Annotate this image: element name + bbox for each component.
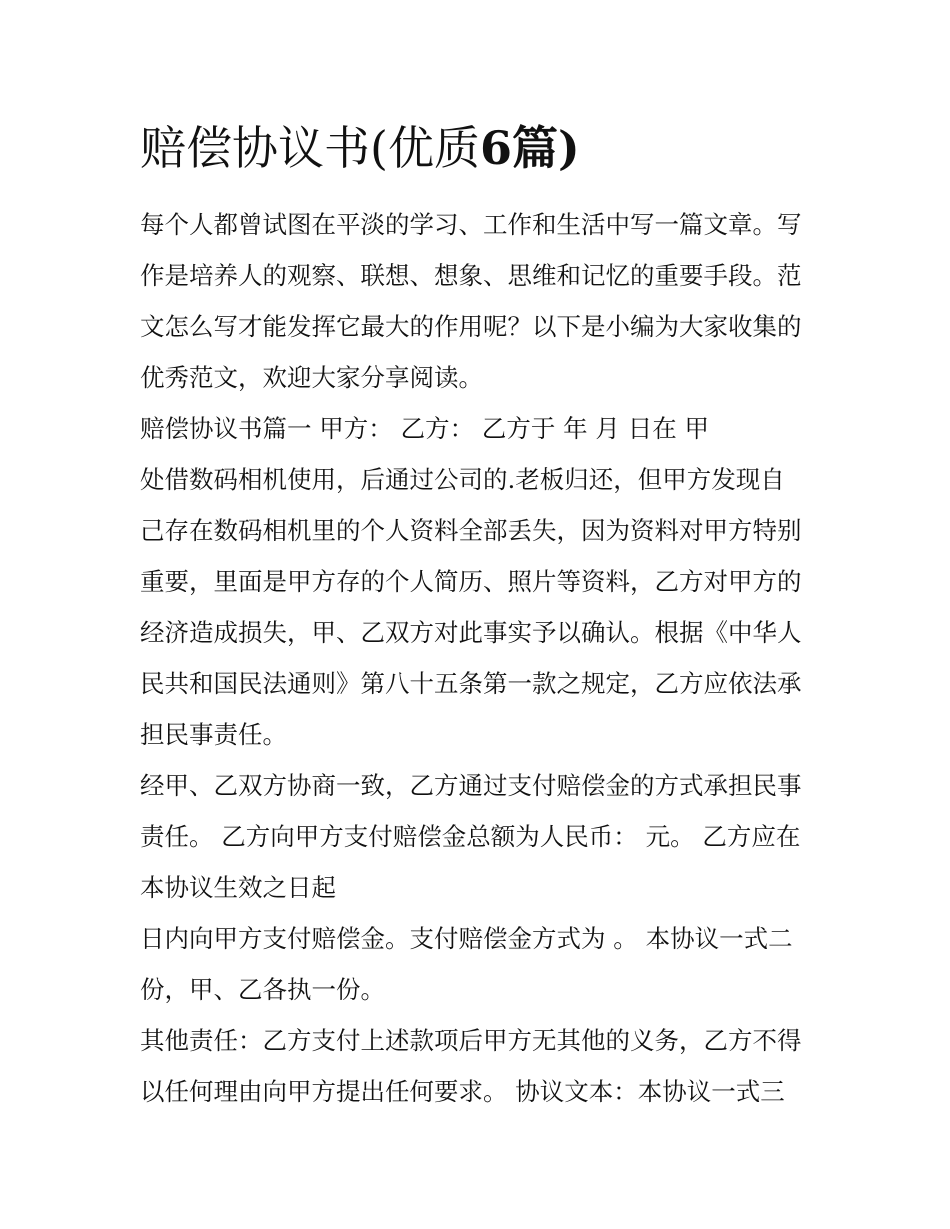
document-title — [140, 118, 580, 178]
title-end: 篇) — [511, 121, 580, 175]
text-line: 经济造成损失，甲、乙双方对此事实予以确认。根据《中华人 — [140, 618, 802, 647]
text-line: 担民事责任。 — [140, 720, 287, 749]
text-line: 重要，里面是甲方存的个人简历、照片等资料，乙方对甲方的 — [140, 567, 802, 596]
text-line: 每个人都曾试图在平淡的学习、工作和生活中写一篇文章。写 — [140, 210, 802, 239]
text-line: 经甲、乙双方协商一致，乙方通过支付赔偿金的方式承担民事 — [140, 771, 802, 800]
text-line: 文怎么写才能发挥它最大的作用呢？以下是小编为大家收集的 — [140, 312, 802, 341]
text-line: 以任何理由向甲方提出任何要求。 协议文本：本协议一式三 — [140, 1077, 785, 1106]
text-line: 责任。 乙方向甲方支付赔偿金总额为人民币： 元。 乙方应在 — [140, 822, 801, 851]
text-line: 日内向甲方支付赔偿金。支付赔偿金方式为 。 本协议一式二 — [140, 924, 793, 953]
text-line: 作是培养人的观察、联想、想象、思维和记忆的重要手段。范 — [140, 261, 802, 290]
text-line: 份，甲、乙各执一份。 — [140, 975, 385, 1004]
title-number: 6 — [479, 121, 512, 175]
text-line: 赔偿协议书篇一 甲方： 乙方： 乙方于 年 月 日在 甲 — [140, 414, 710, 443]
text-line: 优秀范文，欢迎大家分享阅读。 — [140, 363, 483, 392]
text-line: 处借数码相机使用，后通过公司的.老板归还，但甲方发现自 — [140, 465, 785, 494]
title-main: 赔偿协议书(优质 — [140, 121, 480, 175]
text-line: 己存在数码相机里的个人资料全部丢失，因为资料对甲方特别 — [140, 516, 802, 545]
text-line: 其他责任：乙方支付上述款项后甲方无其他的义务，乙方不得 — [140, 1026, 802, 1055]
document-body — [140, 199, 820, 1117]
text-line: 本协议生效之日起 — [140, 873, 336, 902]
text-line: 民共和国民法通则》第八十五条第一款之规定，乙方应依法承 — [140, 669, 802, 698]
